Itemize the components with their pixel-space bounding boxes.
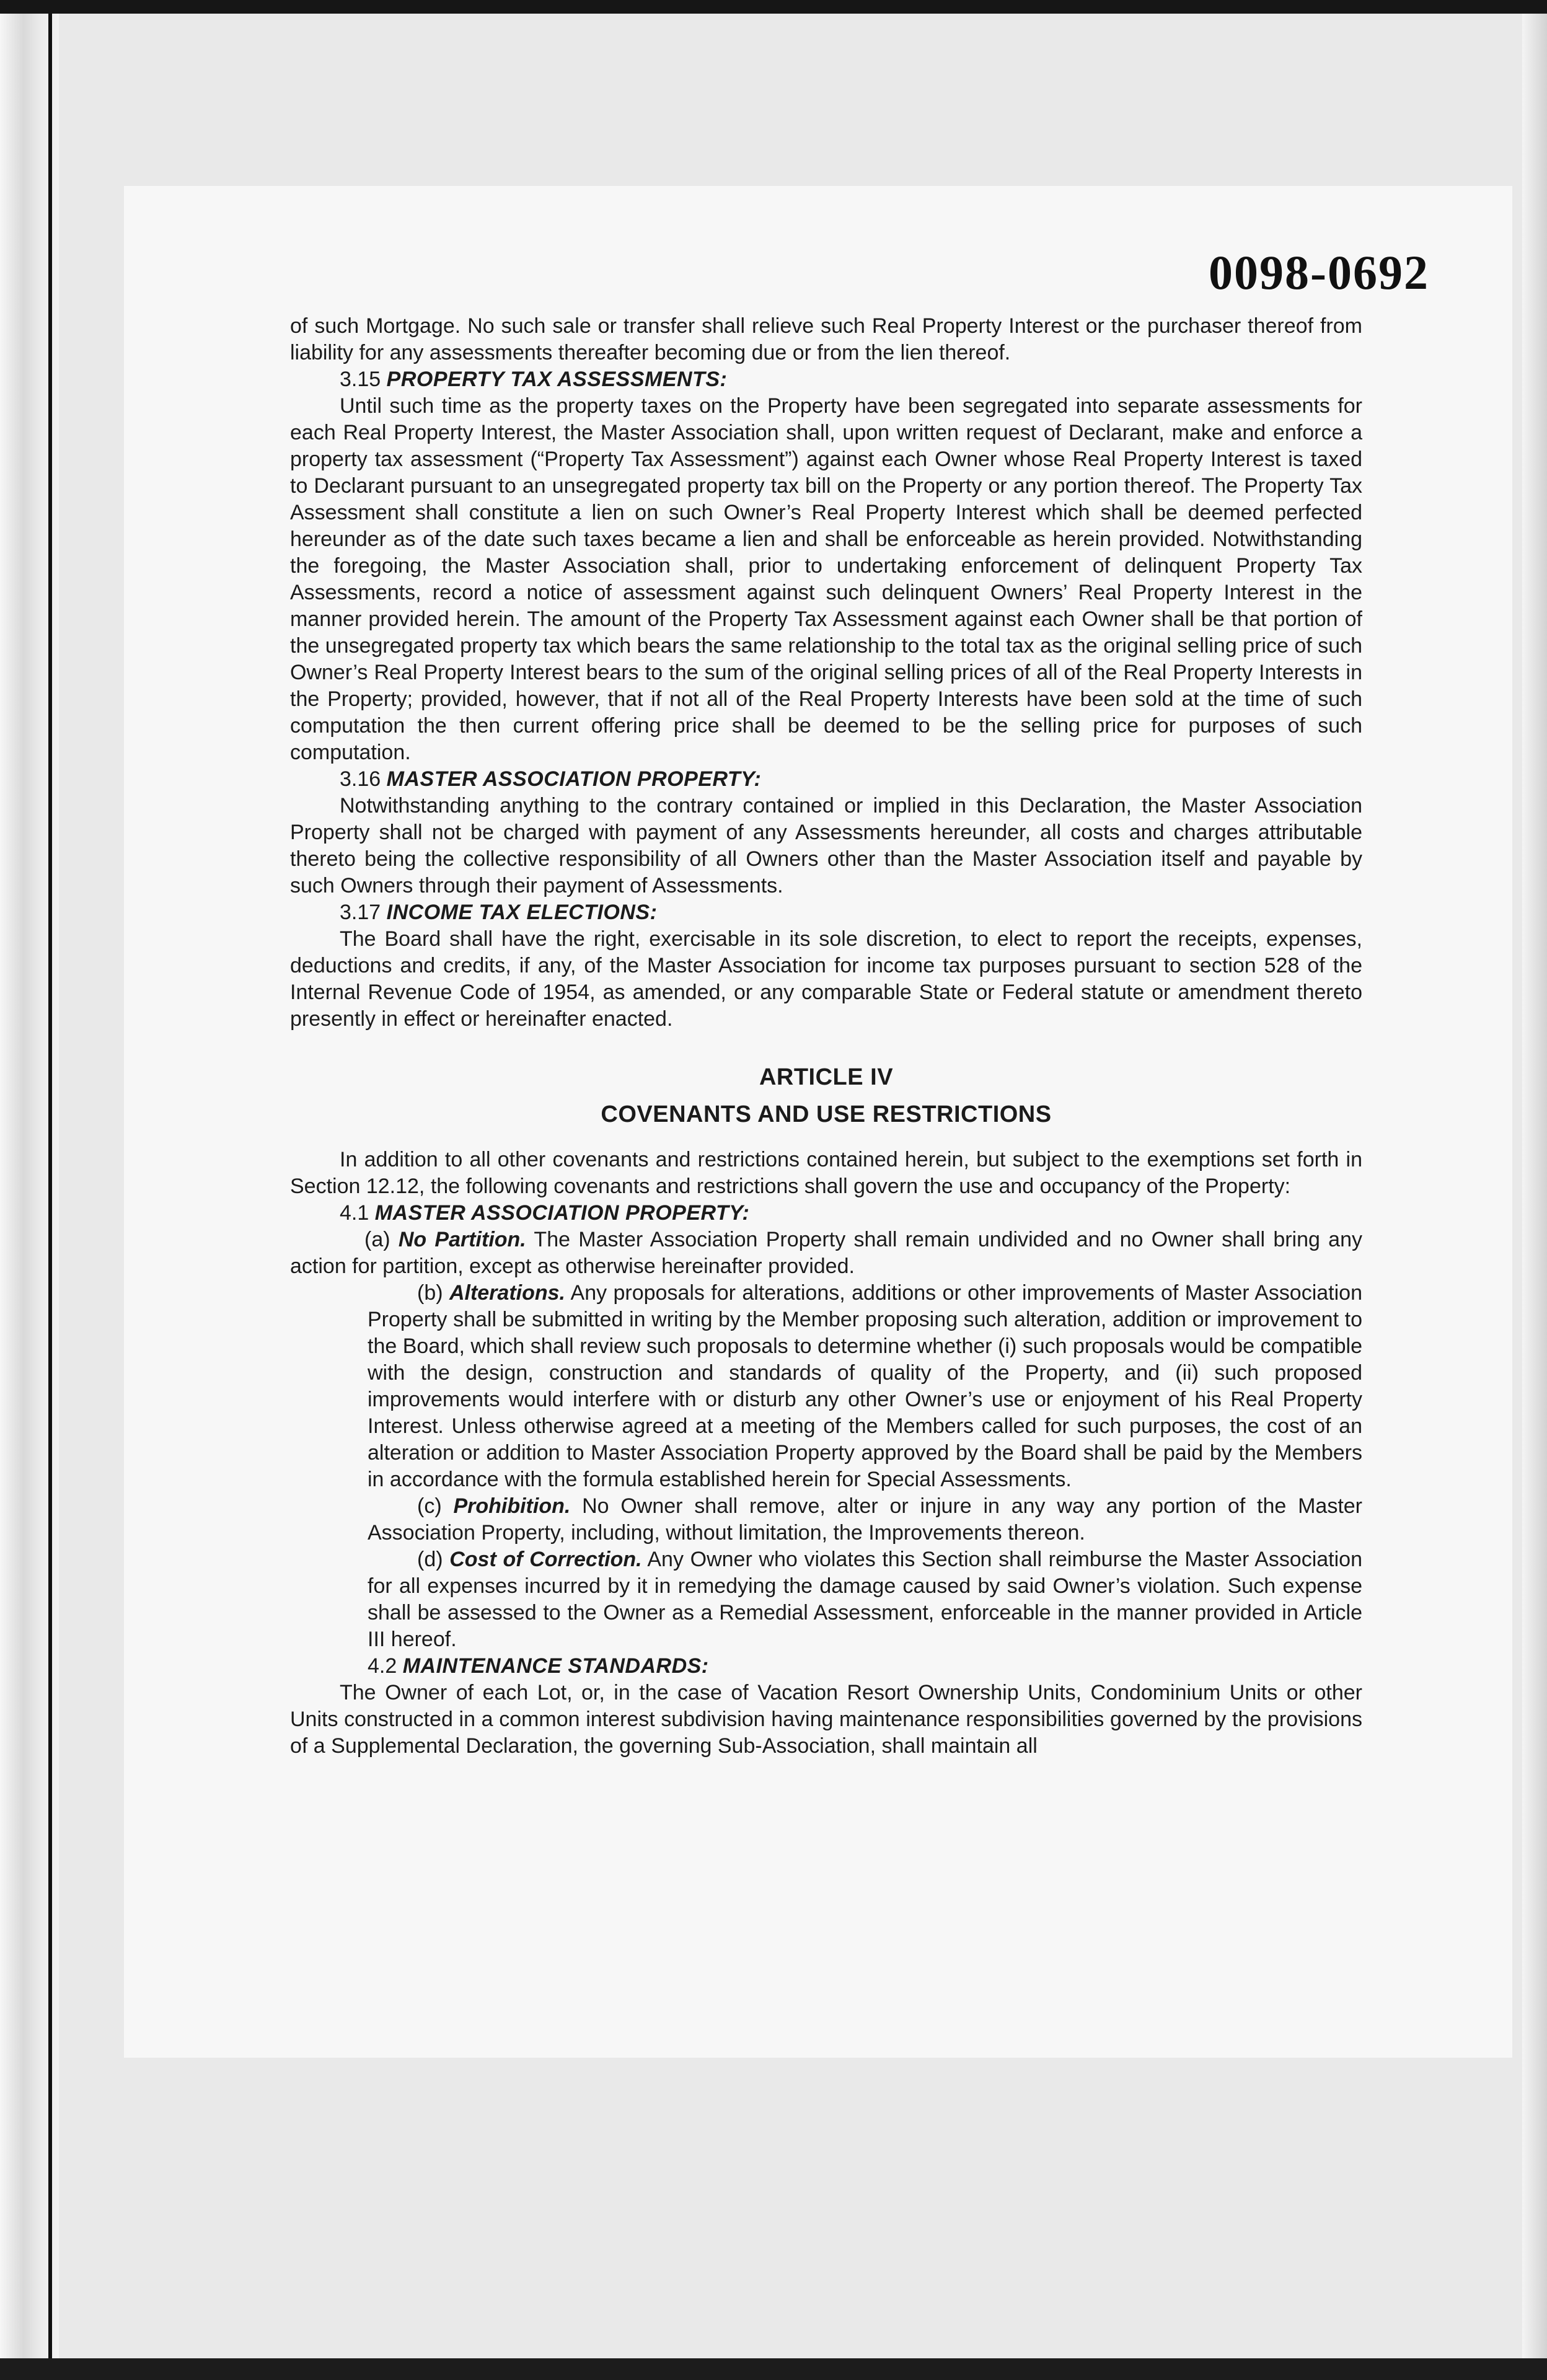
subsection-label: Cost of Correction. xyxy=(449,1548,642,1571)
section-title: PROPERTY TAX ASSESSMENTS: xyxy=(386,368,728,391)
subsection-letter: (c) xyxy=(417,1494,442,1518)
section-4-2-text: The Owner of each Lot, or, in the case of Vacation Resort Ownership Units, Condominium Units or other Units constructed in a common interest subdivision having maintenance responsibilities governed by the provisions of a Supplemental Declaration, the governing Sub-Association, shall maintain all xyxy=(290,1681,1362,1758)
document-body xyxy=(290,313,1362,1760)
article-intro-paragraph: In addition to all other covenants and restrictions contained herein, but subject to the exemptions set forth in Section 12.12, the following covenants and restrictions shall govern the use and occupancy of the Property: xyxy=(290,1148,1362,1198)
subsection-text: Any proposals for alterations, additions or other improvements of Master Association Property shall be submitted in writing by the Member proposing such alteration, addition or improvement to the Board, which shall review such proposals to determine whether (i) such proposals would be compatible with the design, construction and standards of quality of the Property, and (ii) such proposed improvements would interfere with or disturb any other Owner’s use or enjoyment of his Real Property Interest. Unless otherwise agreed at a meeting of the Members called for such purposes, the cost of an alteration or addition to Master Association Property approved by the Board shall be paid by the Members in accordance with the formula established herein for Special Assessments. xyxy=(368,1281,1362,1491)
subsection-text: The Master Association Property shall remain undivided and no Owner shall bring any action for partition, except as otherwise hereinafter provided. xyxy=(290,1228,1362,1278)
section-title: INCOME TAX ELECTIONS: xyxy=(386,901,658,924)
section-3-15-text: Until such time as the property taxes on the Property have been segregated into separate assessments for each Real Property Interest, the Master Association shall, upon written request of Declarant, make and enforce a property tax assessment (“Property Tax Assessment”) against each Owner whose Real Property Interest is taxed to Declarant pursuant to an unsegregated property tax bill on the Property or any portion thereof. The Property Tax Assessment shall constitute a lien on such Owner’s Real Property Interest which shall be deemed perfected hereunder as of the date such taxes became a lien and shall be enforceable as herein provided. Notwithstanding the foregoing, the Master Association shall, prior to undertaking enforcement of delinquent Property Tax Assessments, record a notice of assessment against such delinquent Owners’ Real Property Interest in the manner provided herein. The amount of the Property Tax Assessment against each Owner shall be that portion of the unsegregated property tax which bears the same relationship to the total tax as the original selling price of such Owner’s Real Property Interest bears to the sum of the original selling prices of all of the Real Property Interests in the Property; provided, however, that if not all of the Real Property Interests have been sold at the time of such computation the then current offering price shall be deemed to be the selling price for purposes of such computation. xyxy=(290,394,1362,764)
section-number: 4.2 xyxy=(368,1654,397,1678)
subsection-a xyxy=(290,1227,1362,1280)
subsection-c xyxy=(290,1493,1362,1546)
section-number: 3.16 xyxy=(340,767,381,791)
article-title: ARTICLE IV xyxy=(759,1064,894,1090)
article-subtitle: COVENANTS AND USE RESTRICTIONS xyxy=(601,1101,1052,1127)
section-title: MAINTENANCE STANDARDS: xyxy=(402,1654,709,1678)
section-3-16-text: Notwithstanding anything to the contrary contained or implied in this Declaration, the Master Association Property shall not be charged with payment of any Assessments hereunder, all costs and charges attributable thereto being the collective responsibility of all Owners other than the Master Association itself and payable by such Owners through their payment of Assessments. xyxy=(290,794,1362,897)
subsection-b xyxy=(290,1280,1362,1493)
section-number: 3.17 xyxy=(340,901,381,924)
scan-edge-right xyxy=(1522,0,1547,2380)
section-3-17-text: The Board shall have the right, exercisable in its sole discretion, to elect to report the receipts, expenses, deductions and credits, if any, of the Master Association for income tax purposes pursuant to section 528 of the Internal Revenue Code of 1954, as amended, or any comparable State or Federal statute or amendment thereto presently in effect or hereinafter enacted. xyxy=(290,927,1362,1031)
section-title: MASTER ASSOCIATION PROPERTY: xyxy=(374,1201,750,1225)
document-number: 0098-0692 xyxy=(1209,245,1429,299)
section-4-2-heading xyxy=(290,1653,1362,1680)
section-3-16-heading xyxy=(290,766,1362,793)
subsection-letter: (a) xyxy=(364,1228,390,1251)
section-number: 3.15 xyxy=(340,368,381,391)
scan-edge-bottom xyxy=(0,2358,1547,2380)
scan-edge-top xyxy=(0,0,1547,14)
subsection-letter: (b) xyxy=(417,1281,443,1305)
subsection-label: Alterations. xyxy=(449,1281,565,1305)
section-number: 4.1 xyxy=(340,1201,369,1225)
section-3-15-heading xyxy=(290,366,1362,393)
intro-paragraph: of such Mortgage. No such sale or transfer shall relieve such Real Property Interest or the purchaser thereof from liability for any assessments thereafter becoming due or from the lien thereof. xyxy=(290,314,1362,364)
subsection-label: Prohibition. xyxy=(453,1494,571,1518)
subsection-text: Any Owner who violates this Section shall reimburse the Master Association for all expenses incurred by it in remedying the damage caused by said Owner’s violation. Such expense shall be assessed to the Owner as a Remedial Assessment, enforceable in the manner provided in Article III hereof. xyxy=(368,1548,1362,1651)
subsection-letter: (d) xyxy=(417,1548,443,1571)
subsection-label: No Partition. xyxy=(398,1228,526,1251)
subsection-text: No Owner shall remove, alter or injure in any way any portion of the Master Association Property, including, without limitation, the Improvements thereon. xyxy=(368,1494,1363,1545)
subsection-d xyxy=(290,1546,1362,1653)
article-heading xyxy=(290,1059,1362,1133)
scan-edge-line xyxy=(48,0,52,2380)
section-4-1-heading xyxy=(290,1200,1362,1227)
section-3-17-heading xyxy=(290,899,1362,926)
section-title: MASTER ASSOCIATION PROPERTY: xyxy=(386,767,762,791)
